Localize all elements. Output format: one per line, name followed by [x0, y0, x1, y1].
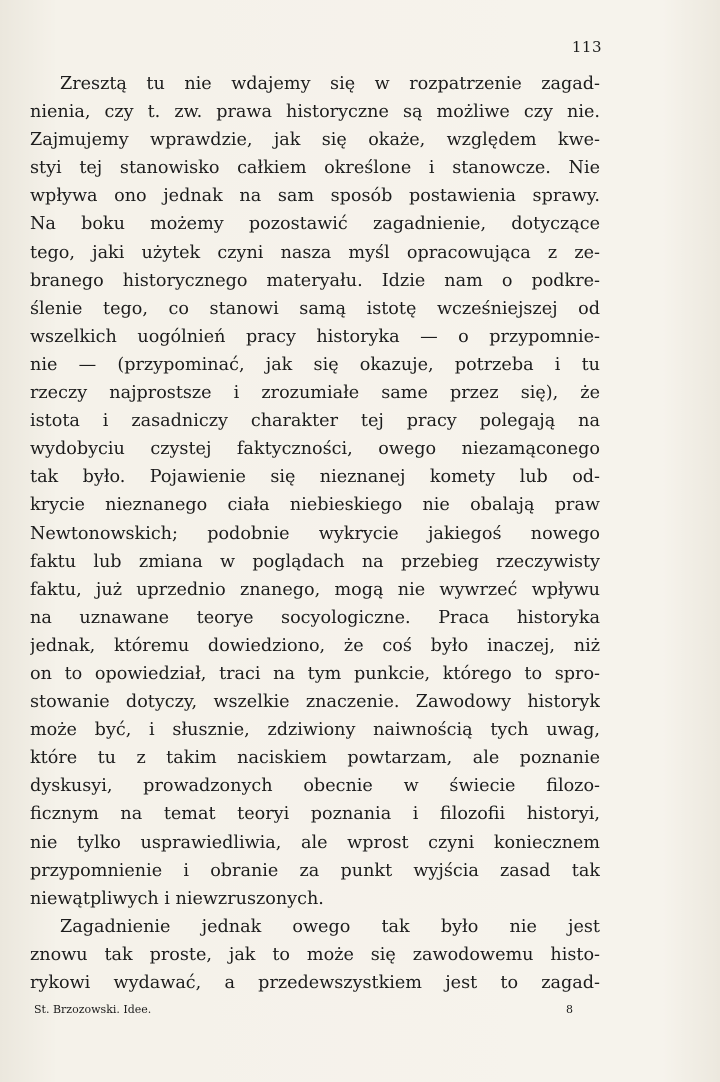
text-line: które tu z takim naciskiem powtarzam, ale poznanie	[30, 748, 600, 769]
text-line: rykowi wydawać, a przedewszystkiem jest to zagad-	[30, 973, 600, 993]
text-line: niewątpliwych i niewzruszonych.	[30, 888, 324, 909]
text-line: wszelkich uogólnień pracy historyka — o przypomnie-	[30, 326, 600, 347]
page-number: 113	[571, 38, 602, 56]
text-line: faktu lub zmiana w poglądach na przebieg rzeczywisty	[30, 551, 600, 572]
text-line: dyskusyi, prowadzonych obecnie w świecie filozo-	[30, 776, 600, 797]
text-line: nienia, czy t. zw. prawa historyczne są możliwe czy nie.	[30, 102, 600, 123]
text-line: może być, i słusznie, zdziwiony naiwnością tych uwag,	[30, 720, 600, 741]
text-line: ficznym na temat teoryi poznania i filozofii historyi,	[30, 804, 600, 825]
text-line: krycie nieznanego ciała niebieskiego nie obalają praw	[30, 495, 600, 516]
footer-signature: St. Brzozowski. Idee.	[34, 1003, 152, 1016]
text-line: on to opowiedział, traci na tym punkcie, którego to spro-	[30, 663, 600, 684]
text-line: wpływa ono jednak na sam sposób postawienia sprawy.	[30, 186, 600, 207]
text-line: przypomnienie i obranie za punkt wyjścia zasad tak	[30, 860, 600, 881]
text-line: wydobyciu czystej faktyczności, owego niezamąconego	[30, 439, 600, 460]
text-line: na uznawane teorye socyologiczne. Praca historyka	[30, 607, 600, 628]
text-line: stowanie dotyczy, wszelkie znaczenie. Zawodowy historyk	[30, 692, 600, 713]
text-line: Zajmujemy wprawdzie, jak się okaże, względem kwe-	[30, 130, 600, 151]
text-line: Newtonowskich; podobnie wykrycie jakiegoś nowego	[30, 523, 600, 544]
text-line: jednak, któremu dowiedziono, że coś było inaczej, niż	[30, 635, 600, 656]
text-line: branego historycznego materyału. Idzie nam o podkre-	[30, 270, 600, 291]
text-line: nie tylko usprawiedliwia, ale wprost czyni koniecznem	[30, 832, 600, 853]
text-line: istota i zasadniczy charakter tej pracy polegają na	[30, 411, 600, 432]
text-line: ślenie tego, co stanowi samą istotę wcześniejszej od	[30, 298, 600, 319]
text-line: Na boku możemy pozostawić zagadnienie, dotyczące	[30, 214, 600, 235]
text-line: Zresztą tu nie wdajemy się w rozpatrzenie zagad-	[60, 74, 600, 94]
text-line: styi tej stanowisko całkiem określone i stanowcze. Nie	[30, 158, 600, 179]
text-line: nie — (przypominać, jak się okazuje, potrzeba i tu	[30, 354, 600, 375]
text-line: faktu, już uprzednio znanego, mogą nie wywrzeć wpływu	[30, 579, 600, 600]
text-line: Zagadnienie jednak owego tak było nie jest	[60, 916, 600, 937]
text-line: rzeczy najprostsze i zrozumiałe same przez się), że	[30, 383, 600, 404]
text-line: tego, jaki użytek czyni nasza myśl opracowująca z ze-	[30, 242, 600, 263]
footer-sheet-mark: 8	[566, 1003, 573, 1016]
body-text	[30, 70, 600, 997]
text-line: tak było. Pojawienie się nieznanej komety lub od-	[30, 467, 600, 488]
text-line: znowu tak proste, jak to może się zawodowemu histo-	[30, 944, 600, 965]
